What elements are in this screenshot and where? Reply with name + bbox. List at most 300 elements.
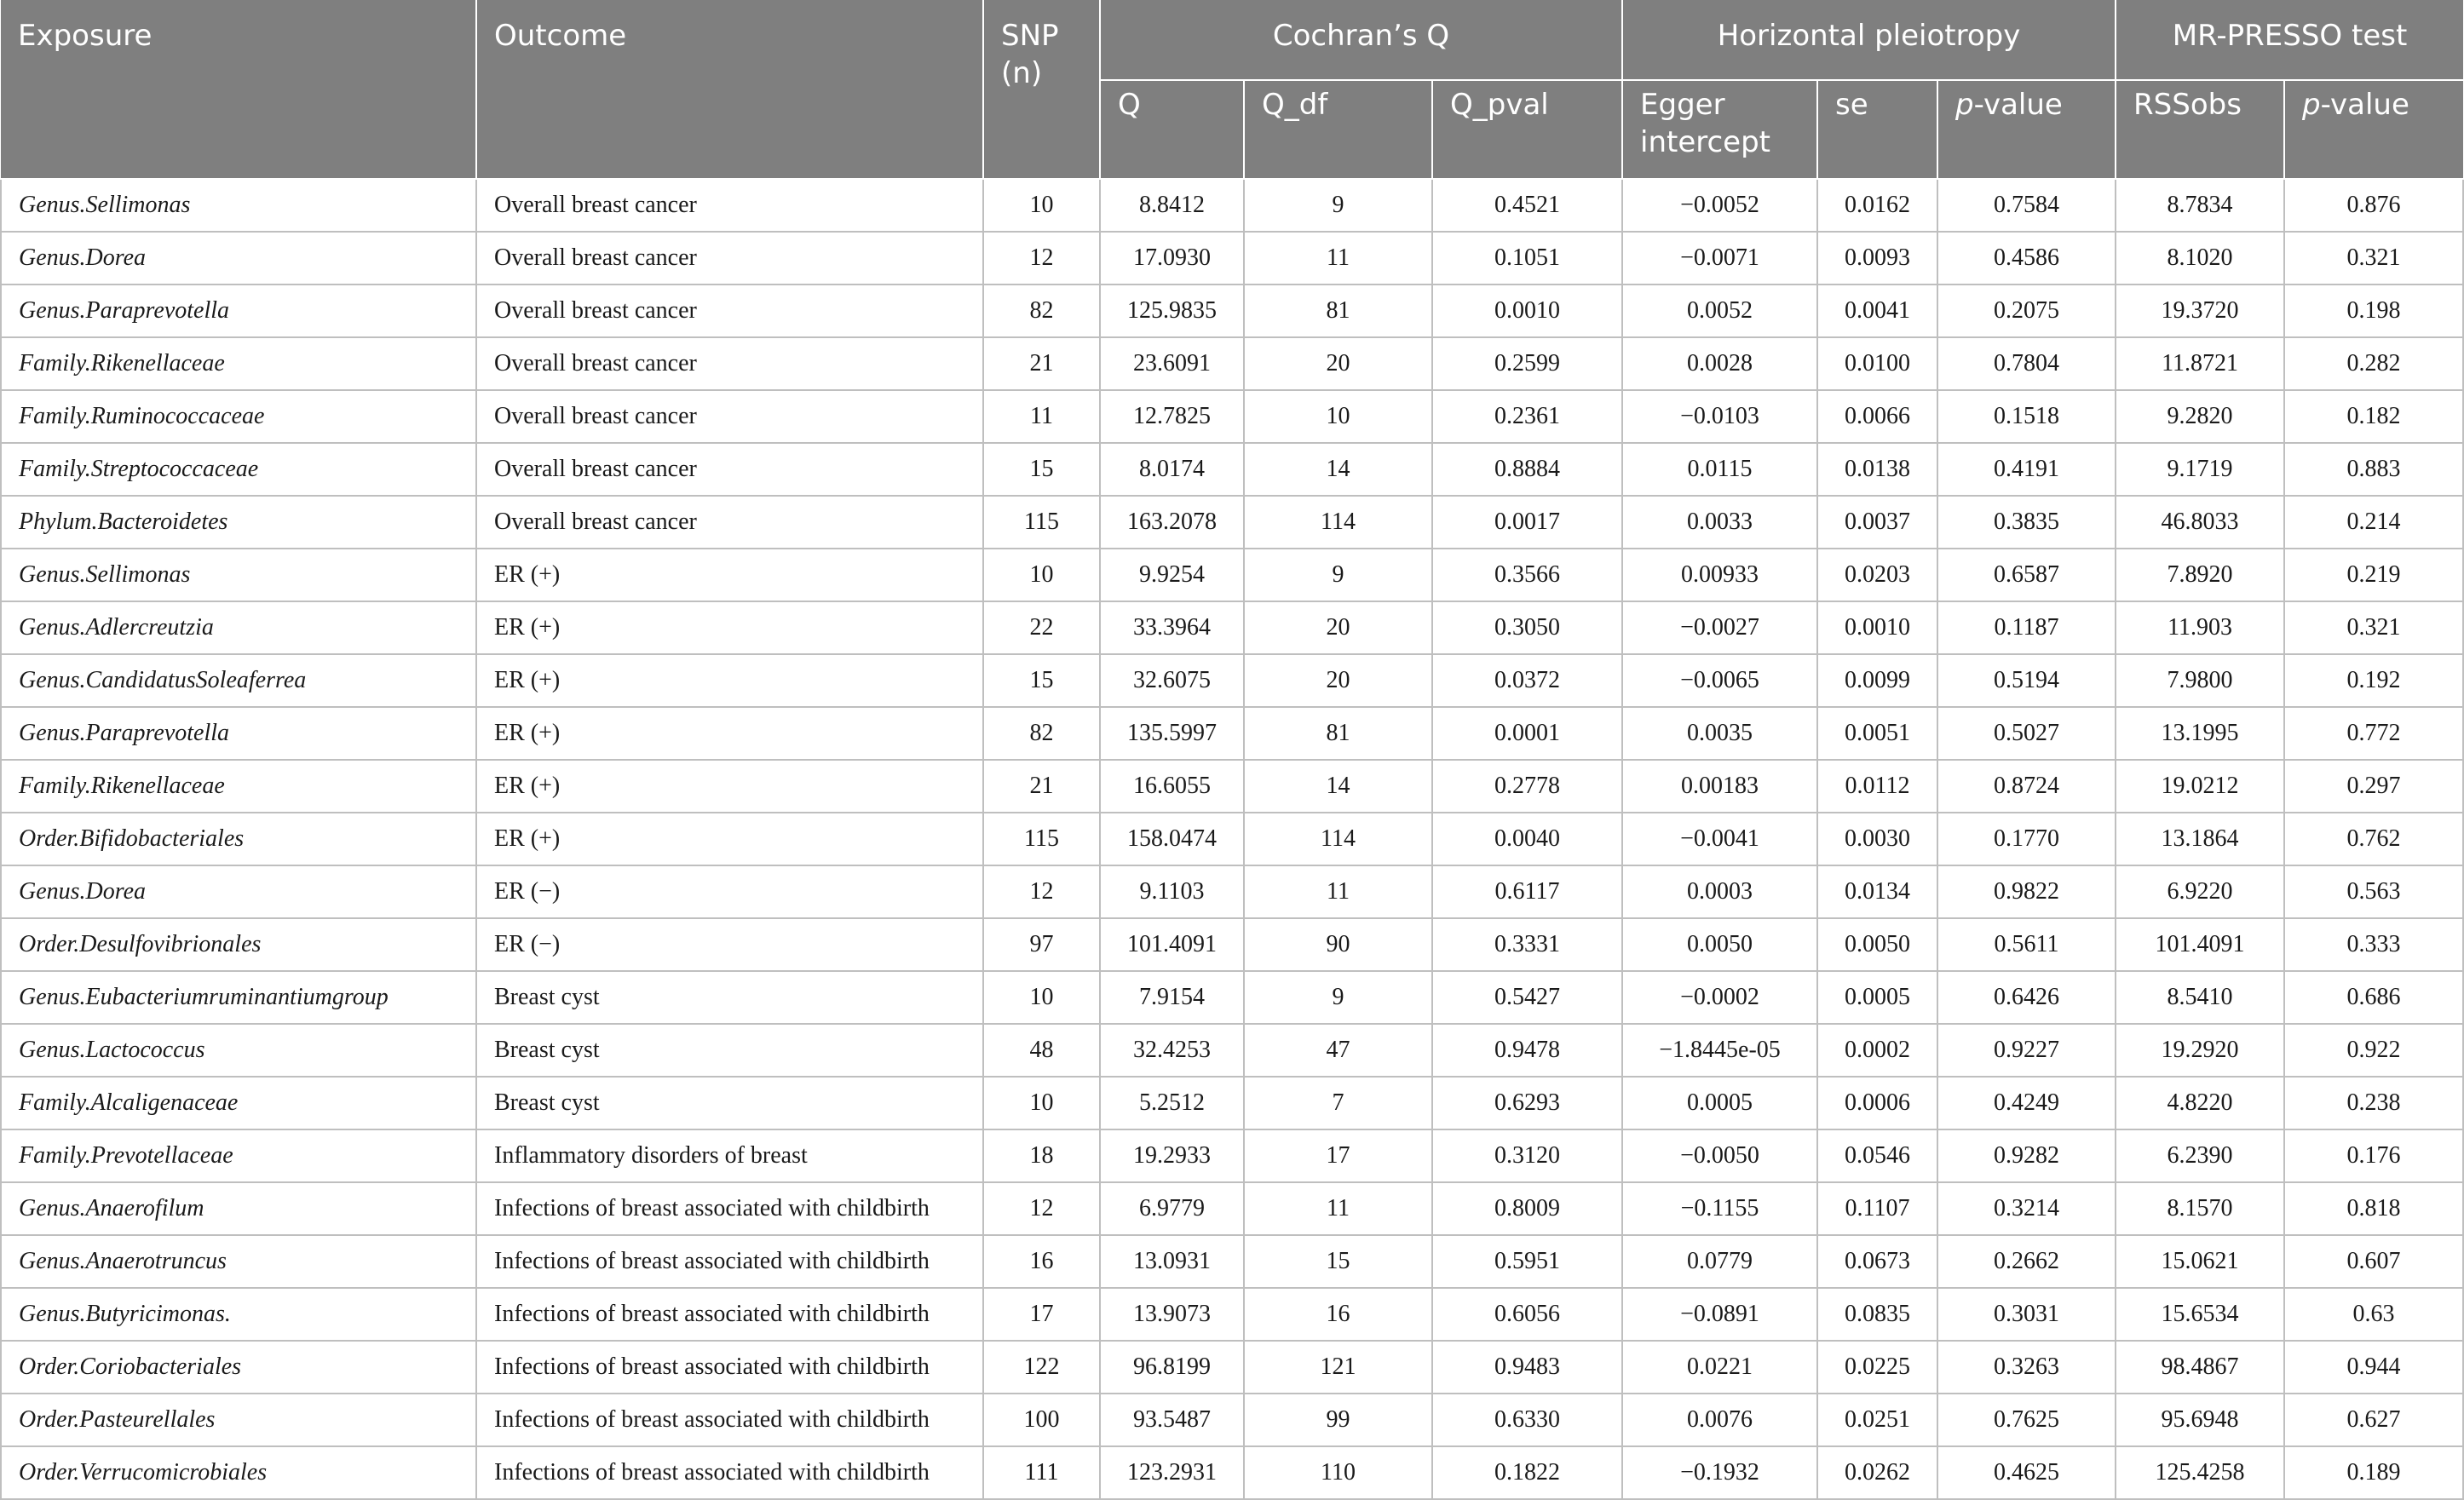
- cell-q: 12.7825: [1100, 390, 1244, 443]
- cell-p-value: 0.3031: [1937, 1288, 2116, 1341]
- cell-q: 13.9073: [1100, 1288, 1244, 1341]
- table-header: [1, 0, 2463, 179]
- cell-p-value: 0.5194: [1937, 654, 2116, 707]
- cell-egger-intercept: 0.0076: [1622, 1394, 1817, 1446]
- table-row: [1, 1446, 2463, 1499]
- cell-rssobs: 19.0212: [2116, 760, 2284, 813]
- header-cochran: Cochran’s Q: [1100, 0, 1622, 80]
- cell-exposure: Genus.Lactococcus: [1, 1024, 476, 1077]
- cell-presso-p-value: 0.686: [2284, 971, 2463, 1024]
- cell-snp: 12: [983, 232, 1100, 284]
- cell-q-pval: 0.2361: [1432, 390, 1622, 443]
- cell-outcome: ER (+): [476, 549, 983, 601]
- cell-se: 0.0006: [1817, 1077, 1937, 1129]
- cell-exposure: Order.Pasteurellales: [1, 1394, 476, 1446]
- header-q: Q: [1100, 80, 1244, 179]
- cell-rssobs: 46.8033: [2116, 496, 2284, 549]
- cell-egger-intercept: 0.0052: [1622, 284, 1817, 337]
- cell-rssobs: 95.6948: [2116, 1394, 2284, 1446]
- cell-outcome: Overall breast cancer: [476, 443, 983, 496]
- cell-presso-p-value: 0.321: [2284, 232, 2463, 284]
- cell-rssobs: 8.1570: [2116, 1182, 2284, 1235]
- cell-snp: 48: [983, 1024, 1100, 1077]
- cell-q-pval: 0.3050: [1432, 601, 1622, 654]
- cell-snp: 16: [983, 1235, 1100, 1288]
- cell-presso-p-value: 0.944: [2284, 1341, 2463, 1394]
- cell-exposure: Family.Prevotellaceae: [1, 1129, 476, 1182]
- cell-presso-p-value: 0.63: [2284, 1288, 2463, 1341]
- cell-p-value: 0.1187: [1937, 601, 2116, 654]
- cell-q: 93.5487: [1100, 1394, 1244, 1446]
- cell-exposure: Order.Coriobacteriales: [1, 1341, 476, 1394]
- cell-q-pval: 0.3566: [1432, 549, 1622, 601]
- cell-egger-intercept: −0.0103: [1622, 390, 1817, 443]
- cell-q-pval: 0.6056: [1432, 1288, 1622, 1341]
- cell-snp: 97: [983, 918, 1100, 971]
- cell-snp: 122: [983, 1341, 1100, 1394]
- table-row: [1, 443, 2463, 496]
- cell-rssobs: 19.3720: [2116, 284, 2284, 337]
- cell-se: 0.1107: [1817, 1182, 1937, 1235]
- cell-p-value: 0.4249: [1937, 1077, 2116, 1129]
- cell-q-df: 20: [1244, 337, 1432, 390]
- cell-p-value: 0.1518: [1937, 390, 2116, 443]
- cell-se: 0.0041: [1817, 284, 1937, 337]
- cell-q-df: 14: [1244, 760, 1432, 813]
- cell-rssobs: 13.1864: [2116, 813, 2284, 865]
- cell-snp: 11: [983, 390, 1100, 443]
- cell-exposure: Genus.Adlercreutzia: [1, 601, 476, 654]
- cell-p-value: 0.2075: [1937, 284, 2116, 337]
- cell-egger-intercept: −0.0041: [1622, 813, 1817, 865]
- cell-snp: 111: [983, 1446, 1100, 1499]
- cell-p-value: 0.7625: [1937, 1394, 2116, 1446]
- cell-exposure: Family.Rikenellaceae: [1, 337, 476, 390]
- cell-egger-intercept: 0.0028: [1622, 337, 1817, 390]
- cell-egger-intercept: −0.0052: [1622, 179, 1817, 232]
- cell-q-pval: 0.0001: [1432, 707, 1622, 760]
- cell-q-pval: 0.3331: [1432, 918, 1622, 971]
- cell-q: 8.8412: [1100, 179, 1244, 232]
- cell-rssobs: 9.2820: [2116, 390, 2284, 443]
- cell-q-df: 9: [1244, 549, 1432, 601]
- cell-outcome: Breast cyst: [476, 1077, 983, 1129]
- cell-p-value: 0.3263: [1937, 1341, 2116, 1394]
- cell-egger-intercept: 0.0115: [1622, 443, 1817, 496]
- cell-exposure: Family.Alcaligenaceae: [1, 1077, 476, 1129]
- header-pleiotropy: Horizontal pleiotropy: [1622, 0, 2116, 80]
- cell-outcome: ER (+): [476, 760, 983, 813]
- cell-outcome: Infections of breast associated with childbirth: [476, 1288, 983, 1341]
- cell-rssobs: 13.1995: [2116, 707, 2284, 760]
- cell-p-value: 0.4586: [1937, 232, 2116, 284]
- table-row: [1, 1288, 2463, 1341]
- cell-p-value: 0.3835: [1937, 496, 2116, 549]
- cell-exposure: Genus.Dorea: [1, 865, 476, 918]
- table-row: [1, 865, 2463, 918]
- cell-q-pval: 0.0017: [1432, 496, 1622, 549]
- cell-q-df: 11: [1244, 232, 1432, 284]
- cell-rssobs: 11.8721: [2116, 337, 2284, 390]
- cell-p-value: 0.4625: [1937, 1446, 2116, 1499]
- cell-q-pval: 0.3120: [1432, 1129, 1622, 1182]
- table-row: [1, 707, 2463, 760]
- cell-q: 8.0174: [1100, 443, 1244, 496]
- cell-snp: 22: [983, 601, 1100, 654]
- cell-q-df: 14: [1244, 443, 1432, 496]
- cell-snp: 82: [983, 284, 1100, 337]
- cell-exposure: Phylum.Bacteroidetes: [1, 496, 476, 549]
- cell-p-value: 0.9822: [1937, 865, 2116, 918]
- cell-outcome: ER (−): [476, 918, 983, 971]
- cell-outcome: Infections of breast associated with childbirth: [476, 1341, 983, 1394]
- cell-presso-p-value: 0.563: [2284, 865, 2463, 918]
- cell-exposure: Genus.Paraprevotella: [1, 707, 476, 760]
- header-presso-p-value: [2284, 80, 2463, 179]
- cell-se: 0.0051: [1817, 707, 1937, 760]
- cell-egger-intercept: −0.1932: [1622, 1446, 1817, 1499]
- table-row: [1, 232, 2463, 284]
- cell-egger-intercept: −0.0891: [1622, 1288, 1817, 1341]
- cell-egger-intercept: 0.0050: [1622, 918, 1817, 971]
- cell-exposure: Family.Ruminococcaceae: [1, 390, 476, 443]
- header-snp-line2: (n): [1001, 56, 1043, 90]
- cell-snp: 15: [983, 443, 1100, 496]
- cell-outcome: Overall breast cancer: [476, 284, 983, 337]
- cell-q: 19.2933: [1100, 1129, 1244, 1182]
- cell-q-pval: 0.9483: [1432, 1341, 1622, 1394]
- cell-outcome: Overall breast cancer: [476, 179, 983, 232]
- cell-egger-intercept: 0.00183: [1622, 760, 1817, 813]
- cell-q-pval: 0.0040: [1432, 813, 1622, 865]
- cell-q-df: 90: [1244, 918, 1432, 971]
- cell-presso-p-value: 0.607: [2284, 1235, 2463, 1288]
- cell-q-pval: 0.2599: [1432, 337, 1622, 390]
- cell-se: 0.0099: [1817, 654, 1937, 707]
- cell-egger-intercept: −0.0050: [1622, 1129, 1817, 1182]
- table-row: [1, 337, 2463, 390]
- cell-exposure: Family.Rikenellaceae: [1, 760, 476, 813]
- cell-q: 17.0930: [1100, 232, 1244, 284]
- cell-q: 96.8199: [1100, 1341, 1244, 1394]
- cell-egger-intercept: −0.1155: [1622, 1182, 1817, 1235]
- cell-q-df: 20: [1244, 601, 1432, 654]
- cell-outcome: ER (−): [476, 865, 983, 918]
- cell-q-pval: 0.5427: [1432, 971, 1622, 1024]
- table-row: [1, 390, 2463, 443]
- header-outcome: Outcome: [476, 0, 983, 179]
- cell-se: 0.0225: [1817, 1341, 1937, 1394]
- cell-snp: 115: [983, 496, 1100, 549]
- cell-presso-p-value: 0.922: [2284, 1024, 2463, 1077]
- cell-presso-p-value: 0.189: [2284, 1446, 2463, 1499]
- cell-snp: 10: [983, 971, 1100, 1024]
- cell-snp: 18: [983, 1129, 1100, 1182]
- cell-se: 0.0162: [1817, 179, 1937, 232]
- cell-rssobs: 8.1020: [2116, 232, 2284, 284]
- cell-presso-p-value: 0.192: [2284, 654, 2463, 707]
- cell-q-df: 7: [1244, 1077, 1432, 1129]
- cell-q: 5.2512: [1100, 1077, 1244, 1129]
- cell-egger-intercept: 0.0003: [1622, 865, 1817, 918]
- cell-p-value: 0.5611: [1937, 918, 2116, 971]
- cell-se: 0.0066: [1817, 390, 1937, 443]
- cell-egger-intercept: −0.0065: [1622, 654, 1817, 707]
- cell-p-value: 0.9282: [1937, 1129, 2116, 1182]
- cell-rssobs: 6.2390: [2116, 1129, 2284, 1182]
- table-row: [1, 813, 2463, 865]
- cell-se: 0.0050: [1817, 918, 1937, 971]
- cell-p-value: 0.7804: [1937, 337, 2116, 390]
- cell-q-df: 121: [1244, 1341, 1432, 1394]
- cell-snp: 12: [983, 1182, 1100, 1235]
- header-p2-rest: -value: [2320, 88, 2409, 122]
- table-row: [1, 1077, 2463, 1129]
- cell-exposure: Genus.CandidatusSoleaferrea: [1, 654, 476, 707]
- cell-egger-intercept: −0.0027: [1622, 601, 1817, 654]
- cell-presso-p-value: 0.176: [2284, 1129, 2463, 1182]
- cell-p-value: 0.4191: [1937, 443, 2116, 496]
- cell-p-value: 0.8724: [1937, 760, 2116, 813]
- cell-q-pval: 0.6117: [1432, 865, 1622, 918]
- cell-q-df: 17: [1244, 1129, 1432, 1182]
- cell-q-df: 81: [1244, 284, 1432, 337]
- table-row: [1, 1235, 2463, 1288]
- cell-outcome: Infections of breast associated with childbirth: [476, 1235, 983, 1288]
- cell-egger-intercept: −0.0071: [1622, 232, 1817, 284]
- cell-se: 0.0134: [1817, 865, 1937, 918]
- cell-q: 6.9779: [1100, 1182, 1244, 1235]
- cell-q: 163.2078: [1100, 496, 1244, 549]
- cell-snp: 115: [983, 813, 1100, 865]
- cell-q-pval: 0.2778: [1432, 760, 1622, 813]
- cell-snp: 10: [983, 1077, 1100, 1129]
- cell-rssobs: 19.2920: [2116, 1024, 2284, 1077]
- cell-egger-intercept: 0.0005: [1622, 1077, 1817, 1129]
- cell-q: 9.1103: [1100, 865, 1244, 918]
- cell-q: 32.4253: [1100, 1024, 1244, 1077]
- cell-q-df: 15: [1244, 1235, 1432, 1288]
- cell-presso-p-value: 0.282: [2284, 337, 2463, 390]
- cell-rssobs: 15.0621: [2116, 1235, 2284, 1288]
- cell-se: 0.0112: [1817, 760, 1937, 813]
- cell-q: 32.6075: [1100, 654, 1244, 707]
- cell-outcome: Overall breast cancer: [476, 232, 983, 284]
- cell-exposure: Order.Bifidobacteriales: [1, 813, 476, 865]
- cell-egger-intercept: 0.0779: [1622, 1235, 1817, 1288]
- cell-p-value: 0.2662: [1937, 1235, 2116, 1288]
- cell-q-df: 99: [1244, 1394, 1432, 1446]
- cell-p-value: 0.3214: [1937, 1182, 2116, 1235]
- cell-presso-p-value: 0.214: [2284, 496, 2463, 549]
- cell-q-pval: 0.0010: [1432, 284, 1622, 337]
- cell-q-pval: 0.4521: [1432, 179, 1622, 232]
- cell-se: 0.0037: [1817, 496, 1937, 549]
- cell-q-df: 114: [1244, 496, 1432, 549]
- cell-exposure: Order.Desulfovibrionales: [1, 918, 476, 971]
- cell-exposure: Genus.Butyricimonas.: [1, 1288, 476, 1341]
- table-row: [1, 918, 2463, 971]
- cell-presso-p-value: 0.297: [2284, 760, 2463, 813]
- header-snp: [983, 0, 1100, 179]
- cell-q-pval: 0.1822: [1432, 1446, 1622, 1499]
- cell-presso-p-value: 0.883: [2284, 443, 2463, 496]
- cell-q-pval: 0.6293: [1432, 1077, 1622, 1129]
- cell-rssobs: 15.6534: [2116, 1288, 2284, 1341]
- cell-q: 33.3964: [1100, 601, 1244, 654]
- cell-snp: 21: [983, 337, 1100, 390]
- cell-rssobs: 8.7834: [2116, 179, 2284, 232]
- cell-q: 135.5997: [1100, 707, 1244, 760]
- cell-q-df: 20: [1244, 654, 1432, 707]
- header-q-pval: Q_pval: [1432, 80, 1622, 179]
- cell-exposure: Genus.Sellimonas: [1, 549, 476, 601]
- cell-se: 0.0546: [1817, 1129, 1937, 1182]
- cell-p-value: 0.6587: [1937, 549, 2116, 601]
- table-row: [1, 971, 2463, 1024]
- cell-q-df: 11: [1244, 1182, 1432, 1235]
- cell-se: 0.0262: [1817, 1446, 1937, 1499]
- cell-rssobs: 8.5410: [2116, 971, 2284, 1024]
- cell-exposure: Family.Streptococcaceae: [1, 443, 476, 496]
- cell-exposure: Genus.Paraprevotella: [1, 284, 476, 337]
- cell-se: 0.0030: [1817, 813, 1937, 865]
- cell-presso-p-value: 0.238: [2284, 1077, 2463, 1129]
- header-se: se: [1817, 80, 1937, 179]
- cell-rssobs: 7.9800: [2116, 654, 2284, 707]
- cell-q-df: 110: [1244, 1446, 1432, 1499]
- table-row: [1, 1182, 2463, 1235]
- cell-q-pval: 0.9478: [1432, 1024, 1622, 1077]
- cell-se: 0.0100: [1817, 337, 1937, 390]
- cell-se: 0.0203: [1817, 549, 1937, 601]
- cell-se: 0.0005: [1817, 971, 1937, 1024]
- cell-rssobs: 11.903: [2116, 601, 2284, 654]
- cell-q-df: 9: [1244, 179, 1432, 232]
- cell-outcome: ER (+): [476, 813, 983, 865]
- cell-p-value: 0.6426: [1937, 971, 2116, 1024]
- cell-exposure: Genus.Dorea: [1, 232, 476, 284]
- cell-presso-p-value: 0.876: [2284, 179, 2463, 232]
- header-snp-line1: SNP: [1001, 19, 1059, 53]
- table-row: [1, 549, 2463, 601]
- cell-snp: 82: [983, 707, 1100, 760]
- header-p-value: [1937, 80, 2116, 179]
- cell-outcome: Overall breast cancer: [476, 496, 983, 549]
- cell-q-df: 9: [1244, 971, 1432, 1024]
- cell-outcome: ER (+): [476, 601, 983, 654]
- cell-rssobs: 6.9220: [2116, 865, 2284, 918]
- cell-snp: 17: [983, 1288, 1100, 1341]
- cell-q: 101.4091: [1100, 918, 1244, 971]
- header-rssobs: RSSobs: [2116, 80, 2284, 179]
- cell-snp: 15: [983, 654, 1100, 707]
- cell-q-df: 47: [1244, 1024, 1432, 1077]
- table-row: [1, 1394, 2463, 1446]
- cell-outcome: ER (+): [476, 707, 983, 760]
- cell-q: 125.9835: [1100, 284, 1244, 337]
- header-p-rest: -value: [1973, 88, 2063, 122]
- cell-rssobs: 7.8920: [2116, 549, 2284, 601]
- cell-snp: 100: [983, 1394, 1100, 1446]
- cell-egger-intercept: 0.0033: [1622, 496, 1817, 549]
- cell-q-df: 11: [1244, 865, 1432, 918]
- cell-presso-p-value: 0.333: [2284, 918, 2463, 971]
- cell-presso-p-value: 0.818: [2284, 1182, 2463, 1235]
- cell-snp: 10: [983, 549, 1100, 601]
- header-p-italic: p: [1955, 88, 1974, 122]
- cell-p-value: 0.5027: [1937, 707, 2116, 760]
- cell-se: 0.0138: [1817, 443, 1937, 496]
- cell-q-pval: 0.8884: [1432, 443, 1622, 496]
- header-egger-line1: Egger: [1640, 88, 1725, 122]
- cell-outcome: Overall breast cancer: [476, 390, 983, 443]
- cell-outcome: ER (+): [476, 654, 983, 707]
- cell-se: 0.0010: [1817, 601, 1937, 654]
- table-row: [1, 496, 2463, 549]
- cell-rssobs: 125.4258: [2116, 1446, 2284, 1499]
- cell-presso-p-value: 0.627: [2284, 1394, 2463, 1446]
- cell-presso-p-value: 0.762: [2284, 813, 2463, 865]
- cell-rssobs: 98.4867: [2116, 1341, 2284, 1394]
- table-row: [1, 179, 2463, 232]
- table-row: [1, 760, 2463, 813]
- cell-q: 23.6091: [1100, 337, 1244, 390]
- header-egger-intercept: [1622, 80, 1817, 179]
- header-exposure: Exposure: [1, 0, 476, 179]
- cell-q-df: 10: [1244, 390, 1432, 443]
- cell-q-pval: 0.1051: [1432, 232, 1622, 284]
- table-row: [1, 654, 2463, 707]
- cell-outcome: Infections of breast associated with childbirth: [476, 1446, 983, 1499]
- cell-outcome: Breast cyst: [476, 971, 983, 1024]
- cell-rssobs: 9.1719: [2116, 443, 2284, 496]
- cell-outcome: Infections of breast associated with childbirth: [476, 1182, 983, 1235]
- cell-rssobs: 101.4091: [2116, 918, 2284, 971]
- cell-p-value: 0.9227: [1937, 1024, 2116, 1077]
- cell-presso-p-value: 0.182: [2284, 390, 2463, 443]
- cell-q: 158.0474: [1100, 813, 1244, 865]
- table-row: [1, 1129, 2463, 1182]
- cell-q: 9.9254: [1100, 549, 1244, 601]
- cell-q-pval: 0.8009: [1432, 1182, 1622, 1235]
- cell-outcome: Overall breast cancer: [476, 337, 983, 390]
- table-row: [1, 284, 2463, 337]
- cell-snp: 12: [983, 865, 1100, 918]
- cell-exposure: Genus.Sellimonas: [1, 179, 476, 232]
- cell-outcome: Infections of breast associated with childbirth: [476, 1394, 983, 1446]
- cell-egger-intercept: −0.0002: [1622, 971, 1817, 1024]
- cell-q: 16.6055: [1100, 760, 1244, 813]
- cell-exposure: Genus.Eubacteriumruminantiumgroup: [1, 971, 476, 1024]
- cell-exposure: Order.Verrucomicrobiales: [1, 1446, 476, 1499]
- cell-p-value: 0.7584: [1937, 179, 2116, 232]
- cell-egger-intercept: 0.0221: [1622, 1341, 1817, 1394]
- cell-se: 0.0673: [1817, 1235, 1937, 1288]
- cell-exposure: Genus.Anaerotruncus: [1, 1235, 476, 1288]
- cell-q-pval: 0.6330: [1432, 1394, 1622, 1446]
- table-row: [1, 601, 2463, 654]
- header-presso: MR-PRESSO test: [2116, 0, 2463, 80]
- cell-egger-intercept: −1.8445e-05: [1622, 1024, 1817, 1077]
- cell-q-df: 81: [1244, 707, 1432, 760]
- cell-se: 0.0002: [1817, 1024, 1937, 1077]
- table-row: [1, 1024, 2463, 1077]
- cell-presso-p-value: 0.321: [2284, 601, 2463, 654]
- table-body: [1, 179, 2463, 1499]
- cell-outcome: Inflammatory disorders of breast: [476, 1129, 983, 1182]
- table-row: [1, 1341, 2463, 1394]
